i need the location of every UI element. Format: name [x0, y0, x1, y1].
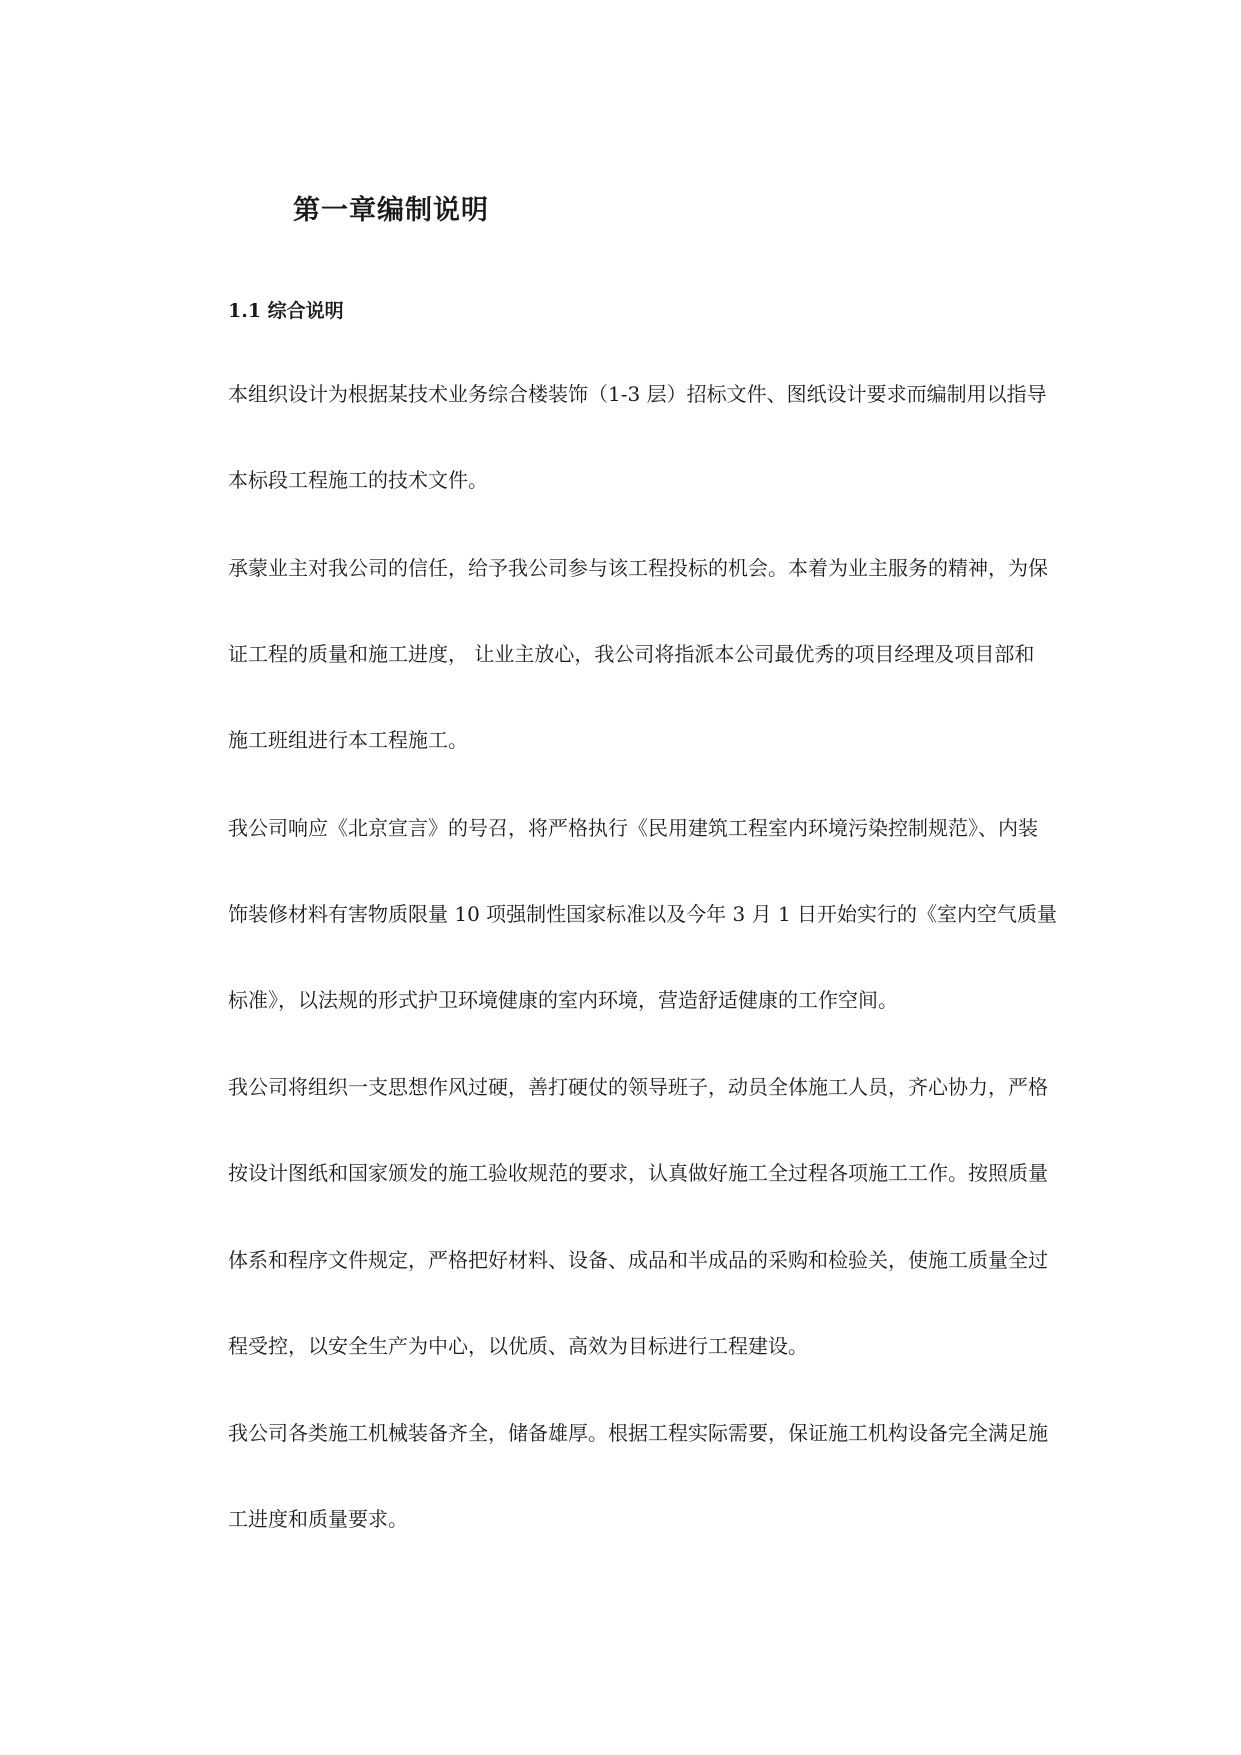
body-line: 体系和程序文件规定，严格把好材料、设备、成品和半成品的采购和检验关，使施工质量全过: [228, 1248, 1048, 1272]
body-line: 承蒙业主对我公司的信任，给予我公司参与该工程投标的机会。本着为业主服务的精神，为保: [228, 556, 1048, 580]
body-line: 我公司各类施工机械装备齐全，储备雄厚。根据工程实际需要，保证施工机构设备完全满足施: [228, 1421, 1048, 1445]
body-line: 证工程的质量和施工进度， 让业主放心，我公司将指派本公司最优秀的项目经理及项目部和: [228, 642, 1035, 666]
body-line: 我公司响应《北京宣言》的号召，将严格执行《民用建筑工程室内环境污染控制规范》、内装: [228, 816, 1038, 840]
section-heading: 1.1 综合说明: [228, 300, 344, 322]
body-line: 按设计图纸和国家颁发的施工验收规范的要求，认真做好施工全过程各项施工工作。按照质量: [228, 1161, 1048, 1185]
body-line: 本标段工程施工的技术文件。: [228, 468, 488, 492]
body-line: 施工班组进行本工程施工。: [228, 728, 468, 752]
body-line: 工进度和质量要求。: [228, 1507, 408, 1531]
body-line: 程受控，以安全生产为中心，以优质、高效为目标进行工程建设。: [228, 1334, 808, 1358]
body-line: 本组织设计为根据某技术业务综合楼装饰（1-3 层）招标文件、图纸设计要求而编制用以指导: [228, 382, 1047, 406]
body-line: 我公司将组织一支思想作风过硬，善打硬仗的领导班子，动员全体施工人员，齐心协力，严格: [228, 1075, 1048, 1099]
body-line: 标准》，以法规的形式护卫环境健康的室内环境，营造舒适健康的工作空间。: [228, 988, 898, 1012]
chapter-title: 第一章编制说明: [293, 195, 489, 226]
body-line: 饰装修材料有害物质限量 10 项强制性国家标准以及今年 3 月 1 日开始实行的《室内空气质量: [228, 902, 1058, 926]
